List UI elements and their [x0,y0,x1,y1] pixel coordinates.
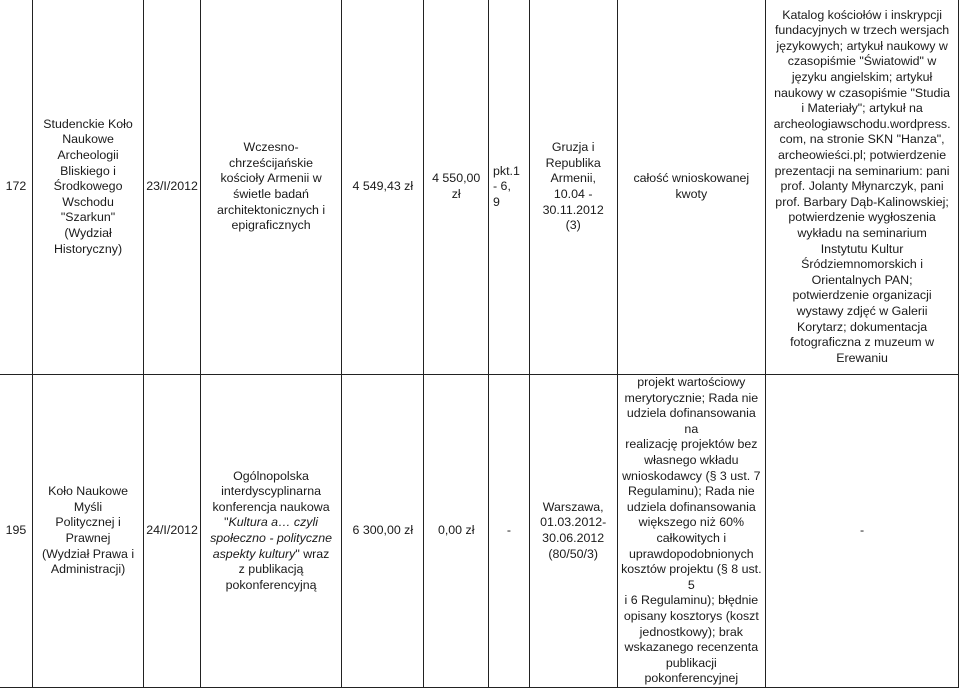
cell-line: Erewaniu [836,350,888,365]
cell-line: Republika [545,155,601,170]
cell-line: pkt.1 - 6, [492,163,520,194]
cell-line: Instytutu Kultur [820,241,904,256]
report-cell [766,0,959,375]
cell-line: Archeologii [57,148,119,163]
cell-line: własnego wkładu [644,452,739,467]
title-line: społeczno - polityczne [210,530,332,545]
cell-line: archeologiawschodu.wordpress. [773,116,951,131]
cell-line: wykładu na seminarium [797,225,927,240]
cell-line: fundacyjnych w trzech wersjach [774,23,950,38]
cell-line: jednostkowy); brak [639,624,743,639]
title-line: konferencja naukowa [212,499,330,514]
title-line: Ogólnopolska [233,468,309,483]
cell-line: Katalog kościołów i inskrypcji [782,7,942,22]
cell-line: wystawy zdjęć w Galerii [796,303,928,318]
cell-line: Administracji) [50,562,126,577]
granted-amount-cell: 4 550,00 zł [424,0,489,375]
project-title-cell [200,0,341,375]
cell-line: czasopiśmie "Światowid" w [787,54,937,69]
date-cell: 24/I/2012 [144,375,201,688]
cell-line: projekt wartościowy [637,375,746,389]
row-number: 172 [0,0,32,375]
cell-line: prezentacji na seminarium: pani [774,163,950,178]
cell-line: udziela dofinansowania [626,499,756,514]
date-cell: 23/I/2012 [144,0,201,375]
title-line: pokonferencyjną [225,577,317,592]
cell-line: Orientalnych PAN; [811,272,913,287]
cell-line: prof. Jolanty Młynarczyk, pani [780,179,944,194]
cell-line: uprawdopodobnionych [628,546,754,561]
cell-line: 30.11.2012 [542,202,604,217]
title-line: z publikacją [238,562,304,577]
place-date-cell [529,375,617,688]
cell-line: 01.03.2012- [540,515,607,530]
cell-line: - [860,523,865,538]
cell-line: - [506,523,511,538]
cell-line: 10.04 - [553,187,593,201]
decision-cell [617,0,766,375]
cell-line: Bliskiego i [60,163,116,178]
cell-line: (80/50/3) [548,546,598,561]
criterion-cell [488,375,529,688]
requested-amount-cell: 4 549,43 zł [342,0,424,375]
cell-line: (3) [565,218,581,233]
cell-line: 9 [492,194,500,209]
place-date-cell [529,0,617,375]
cell-line: Regulaminu); Rada nie [627,484,755,499]
cell-line: Koło Naukowe Myśli [48,484,128,514]
cell-line: całość wnioskowanej kwoty [633,171,750,201]
cell-line: językowych; artykuł naukowy w [776,38,948,53]
cell-line: Wschodu "Szarkun" [60,194,116,225]
cell-line: kosztów projektu (§ 8 ust. 5 [621,562,762,592]
project-title-cell [200,375,341,688]
cell-line: Gruzja i [551,140,595,155]
cell-line: naukowy w czasopiśmie "Studia [774,85,951,100]
cell-line: architektonicznych i [216,202,326,217]
cell-line: 30.06.2012 [542,530,605,545]
row-number: 195 [0,375,32,688]
cell-line: udziela dofinansowania na [626,406,756,436]
title-line: aspekty kultury" wraz [212,546,330,561]
applicant-cell [32,375,143,688]
cell-line: i 6 Regulaminu); błędnie [624,593,759,608]
cell-line: Naukowe [62,132,114,147]
cell-line: Studenckie Koło [43,116,133,131]
cell-line: chrześcijańskie [229,155,314,170]
cell-line: Politycznej i [55,515,121,530]
cell-line: Historyczny) [53,241,123,256]
cell-line: Środkowego [53,179,123,194]
cell-line: świetle badań [233,187,309,201]
cell-line: Armenii, [550,171,596,186]
cell-line: publikacji pokonferencyjnej [644,655,739,686]
cell-line: potwierdzenie organizacji [792,288,932,303]
cell-line: kościoły Armenii w [220,171,322,186]
title-line: interdyscyplinarna [221,484,321,499]
criterion-cell [488,0,529,375]
cell-line: potwierdzenie wygłoszenia [788,210,936,225]
cell-line: języku angielskim; artykuł [791,70,933,85]
cell-line: wnioskodawcy (§ 3 ust. 7 [622,468,761,483]
cell-line: Śródziemnomorskich i [801,257,924,272]
cell-line: epigraficznych [231,218,311,233]
table-row [0,375,959,688]
title-line: "Kultura a… czyli [224,515,319,530]
cell-line: archeowieści.pl; potwierdzenie [778,148,947,163]
cell-line: fotograficzna z muzeum w [790,335,935,350]
report-cell [766,375,959,688]
cell-line: (Wydział Prawa i [41,546,135,561]
cell-line: com, na stronie SKN "Hanza", [779,132,945,147]
requested-amount-cell: 6 300,00 zł [342,375,424,688]
cell-line: realizację projektów bez [625,437,758,452]
cell-line: większego niż 60% [638,515,745,530]
cell-line: prof. Barbary Dąb-Kalinowskiej; [775,194,949,209]
cell-line: i Materiały"; artykuł na [801,101,923,116]
cell-line: wskazanego recenzenta [624,640,759,655]
cell-line: Warszawa, [542,499,604,514]
applicant-cell [32,0,143,375]
cell-line: (Wydział [64,225,112,240]
cell-line: Korytarz; dokumentacja [796,319,928,334]
granted-amount-cell: 0,00 zł [424,375,489,688]
cell-line: opisany kosztorys (koszt [623,608,759,623]
cell-line: całkowitych i [656,530,727,545]
decision-cell [617,375,766,688]
cell-line: merytorycznie; Rada nie [624,390,759,405]
cell-line: Prawnej [65,530,111,545]
cell-line: Wczesno- [243,140,299,155]
